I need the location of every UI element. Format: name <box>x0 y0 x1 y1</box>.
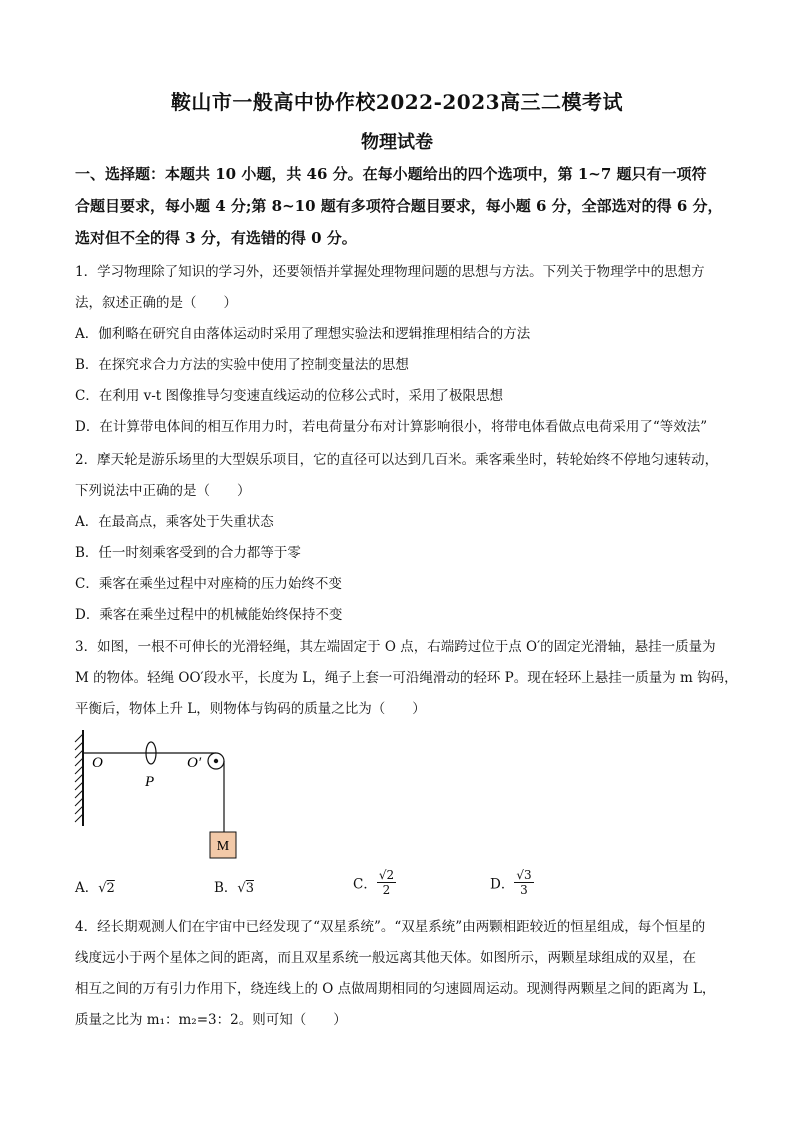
q1-option-c: C．在利用 v-t 图像推导匀变速直线运动的位移公式时，采用了极限思想 <box>75 388 504 404</box>
q3-stem: 3．如图，一根不可伸长的光滑轻绳，其左端固定于 O 点，右端跨过位于点 O′的固定光滑轴，悬挂一质量为 <box>75 639 716 655</box>
q3-choices <box>75 868 675 908</box>
wall-hatching <box>75 734 83 822</box>
section-line: 一、选择题：本题共 10 小题，共 46 分。在每小题给出的四个选项中，第 1~7 题只有一项符 <box>75 165 707 183</box>
section-line: 选对但不全的得 3 分，有选错的得 0 分。 <box>75 229 357 247</box>
exam-title: 鞍山市一般高中协作校2022-2023高三二模考试 <box>170 90 624 114</box>
q2-option-d: D．乘客在乘坐过程中的机械能始终保持不变 <box>75 607 343 623</box>
q1-stem: 1．学习物理除了知识的学习外，还要领悟并掌握处理物理问题的思想与方法。下列关于物理学中的思想方 <box>75 264 705 280</box>
q1-option-b: B．在探究求合力方法的实验中使用了控制变量法的思想 <box>75 357 409 373</box>
section-instructions <box>75 158 735 254</box>
q1-stem: 法，叙述正确的是（ ） <box>75 295 237 311</box>
q2-option-a: A．在最高点，乘客处于失重状态 <box>75 514 274 530</box>
q2-stem: 下列说法中正确的是（ ） <box>75 483 251 499</box>
q2-stem: 2．摩天轮是游乐场里的大型娱乐项目，它的直径可以达到几百米。乘客乘坐时，转轮始终不停地匀速转动， <box>75 452 719 468</box>
q1-option-d: D．在计算带电体间的相互作用力时，若电荷量分布对计算影响很小，将带电体看做点电荷采用了“等效法” <box>75 419 708 435</box>
label-o-prime: O′ <box>187 755 202 771</box>
sqrt-value: √3 <box>237 881 254 896</box>
q2-option-c: C．乘客在乘坐过程中对座椅的压力始终不变 <box>75 576 342 592</box>
q4-stem: 线度远小于两个星体之间的距离，而且双星系统一般远离其他天体。如图所示，两颗星球组成的双星，在 <box>75 950 696 966</box>
q1-option-a: A．伽利略在研究自由落体运动时采用了理想实验法和逻辑推理相结合的方法 <box>75 326 531 342</box>
label-m: M <box>216 839 230 854</box>
q3-choice-c <box>353 868 396 897</box>
q3-choice-a <box>75 876 115 896</box>
choice-letter: B． <box>214 880 238 896</box>
q3-choice-d <box>490 868 534 897</box>
q4-stem: 质量之比为 m₁：m₂=3：2。则可知（ ） <box>75 1012 347 1028</box>
label-p: P <box>145 774 155 790</box>
label-o: O <box>92 755 103 771</box>
q3-choice-b <box>214 876 254 896</box>
choice-letter: D． <box>490 876 515 893</box>
exam-subtitle: 物理试卷 <box>361 132 433 153</box>
section-line: 合题目要求，每小题 4 分;第 8~10 题有多项符合题目要求，每小题 6 分，全部选对的得 6 分， <box>75 197 723 215</box>
q4-stem: 4．经长期观测人们在宇宙中已经发现了“双星系统”。“双星系统”由两颗相距较近的恒星组成，每个恒星的 <box>75 919 706 935</box>
pulley-center <box>214 759 218 763</box>
fraction: $\frac{√3}{3}$ <box>516 868 532 897</box>
sqrt-value: √2 <box>98 881 115 896</box>
choice-letter: C． <box>353 876 377 893</box>
q3-stem: M 的物体。轻绳 OO′段水平，长度为 L，绳子上套一可沿绳滑动的轻环 P。现在轻环上悬挂一质量为 m 钩码， <box>75 670 738 686</box>
q4-stem: 相互之间的万有引力作用下，绕连线上的 O 点做周期相同的匀速圆周运动。现测得两颗星之间的距离为 L， <box>75 981 716 997</box>
q3-stem: 平衡后，物体上升 L，则物体与钩码的质量之比为（ ） <box>75 701 426 717</box>
fraction: $\frac{√2}{2}$ <box>378 868 395 897</box>
q2-option-b: B．任一时刻乘客受到的合力都等于零 <box>75 545 301 561</box>
pulley-diagram <box>60 722 260 862</box>
choice-letter: A． <box>75 880 99 896</box>
